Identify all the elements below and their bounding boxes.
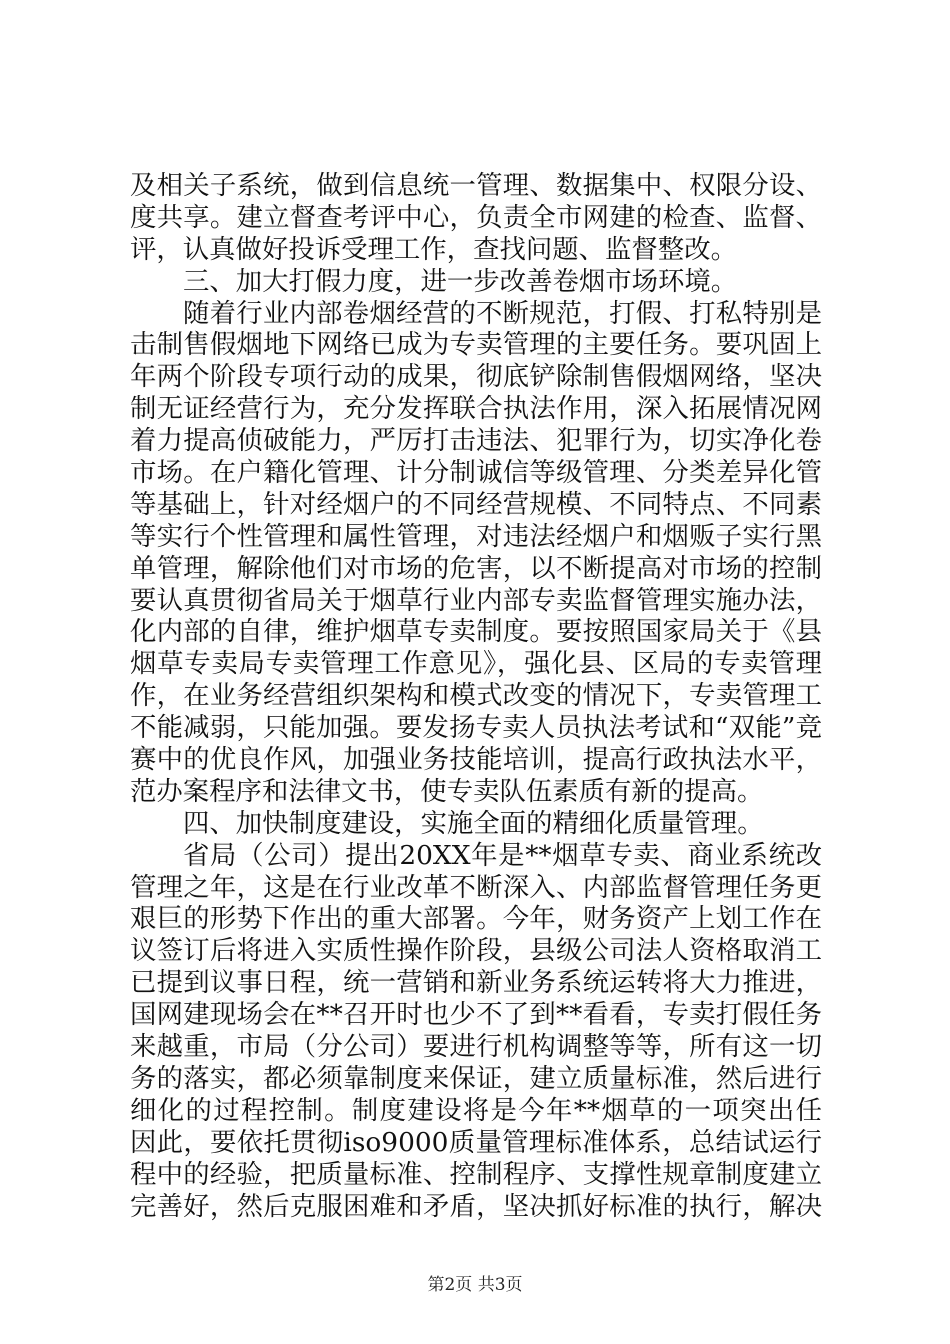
text-line: 议签订后将进入实质性操作阶段，县级公司法人资格取消工 xyxy=(130,935,822,967)
text-line: 务的落实，都必须靠制度来保证，建立质量标准，然后进行 xyxy=(130,1062,822,1094)
text-line: 省局（公司）提出20XX年是**烟草专卖、商业系统改 xyxy=(183,839,822,871)
text-line: 艰巨的形势下作出的重大部署。今年，财务资产上划工作在 xyxy=(130,903,822,935)
text-line: 国网建现场会在**召开时也少不了到**看看，专卖打假任务 xyxy=(130,999,822,1031)
document-body xyxy=(130,170,822,1222)
text-line: 市场。在户籍化管理、计分制诚信等级管理、分类差异化管 xyxy=(130,457,822,489)
page-number-footer: 第2页 共3页 xyxy=(427,1275,523,1295)
text-line: 赛中的优良作风，加强业务技能培训，提高行政执法水平， xyxy=(130,744,822,776)
text-line: 烟草专卖局专卖管理工作意见》，强化县、区局的专卖管理 xyxy=(130,648,822,680)
text-line: 程中的经验，把质量标准、控制程序、支撑性规章制度建立 xyxy=(130,1158,822,1190)
text-line: 作，在业务经营组织架构和模式改变的情况下，专卖管理工 xyxy=(130,680,822,712)
text-line: 来越重，市局（分公司）要进行机构调整等等，所有这一切 xyxy=(130,1031,822,1063)
text-line: 化内部的自律，维护烟草专卖制度。要按照国家局关于《县 xyxy=(130,616,822,648)
text-line: 等基础上，针对经烟户的不同经营规模、不同特点、不同素 xyxy=(130,488,822,520)
text-line: 单管理，解除他们对市场的危害，以不断提高对市场的控制 xyxy=(130,552,822,584)
text-line: 四、加快制度建设，实施全面的精细化质量管理。 xyxy=(183,807,764,839)
text-line: 着力提高侦破能力，严厉打击违法、犯罪行为，切实净化卷 xyxy=(130,425,822,457)
text-line: 击制售假烟地下网络已成为专卖管理的主要任务。要巩固上 xyxy=(130,329,822,361)
text-line: 随着行业内部卷烟经营的不断规范，打假、打私特别是 xyxy=(183,297,822,329)
text-line: 等实行个性管理和属性管理，对违法经烟户和烟贩子实行黑 xyxy=(130,520,822,552)
text-line: 细化的过程控制。制度建设将是今年**烟草的一项突出任 xyxy=(130,1094,822,1126)
text-line: 年两个阶段专项行动的成果，彻底铲除制售假烟网络，坚决 xyxy=(130,361,822,393)
text-line: 要认真贯彻省局关于烟草行业内部专卖监督管理实施办法， xyxy=(130,584,822,616)
text-line: 度共享。建立督查考评中心，负责全市网建的检查、监督、 xyxy=(130,201,822,233)
text-line: 已提到议事日程，统一营销和新业务系统运转将大力推进， xyxy=(130,967,822,999)
text-line: 完善好，然后克服困难和矛盾，坚决抓好标准的执行，解决 xyxy=(130,1190,822,1222)
text-line: 评，认真做好投诉受理工作，查找问题、监督整改。 xyxy=(130,233,737,265)
text-line: 范办案程序和法律文书，使专卖队伍素质有新的提高。 xyxy=(130,775,764,807)
text-line: 不能减弱，只能加强。要发扬专卖人员执法考试和“双能”竞 xyxy=(130,712,822,744)
text-line: 三、加大打假力度，进一步改善卷烟市场环境。 xyxy=(183,265,738,297)
text-line: 因此，要依托贯彻iso9000质量管理标准体系，总结试运行 xyxy=(130,1126,822,1158)
text-line: 制无证经营行为，充分发挥联合执法作用，深入拓展情况网 xyxy=(130,393,822,425)
text-line: 及相关子系统，做到信息统一管理、数据集中、权限分设、 xyxy=(130,170,822,201)
text-line: 管理之年，这是在行业改革不断深入、内部监督管理任务更 xyxy=(130,871,822,903)
